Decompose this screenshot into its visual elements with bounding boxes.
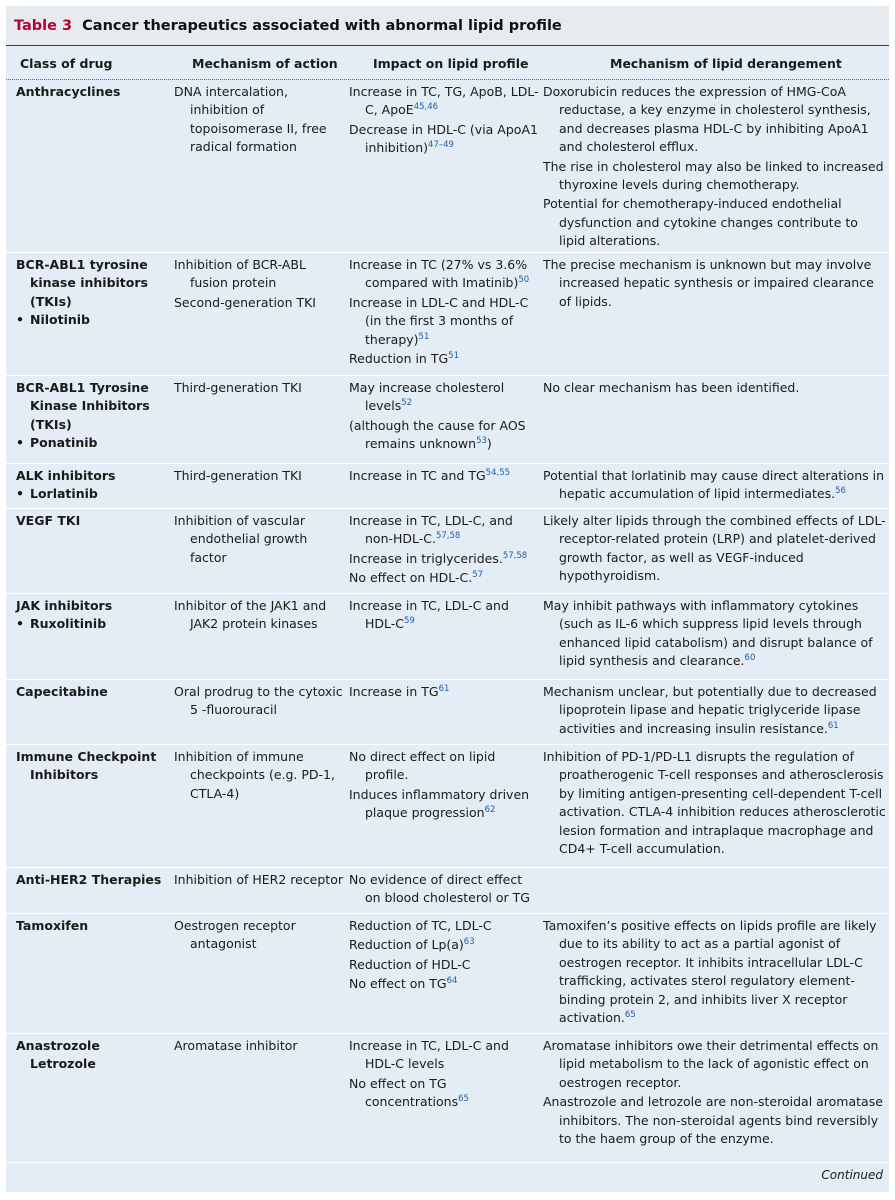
- reference-citation[interactable]: 64: [446, 976, 458, 987]
- derangement-line-text: Likely alter lipids through the combined effects of LDL-receptor-related protein (LRP) and platelet-derived growth factor, as well as VEGF-induced hypothyroidism.: [543, 513, 886, 584]
- table-title: Cancer therapeutics associated with abnormal lipid profile: [82, 18, 562, 34]
- reference-citation[interactable]: 65: [624, 1010, 636, 1021]
- impact-line-text: Reduction of TC, LDL-C: [349, 918, 492, 933]
- header-mechanism-of-lipid-derangement: Mechanism of lipid derangement: [610, 56, 842, 71]
- cell-mechanism-of-lipid-derangement: [543, 917, 886, 1027]
- impact-line-text: Induces inflammatory driven plaque progression: [349, 786, 530, 821]
- drug-agent: [16, 434, 166, 452]
- impact-line-text: No direct effect on lipid profile.: [349, 749, 496, 783]
- table-number: Table 3: [14, 18, 73, 34]
- derangement-line: [543, 83, 886, 157]
- cell-impact-on-lipid-profile: [349, 748, 541, 823]
- reference-citation[interactable]: 57,58: [435, 531, 461, 542]
- cell-mechanism-of-lipid-derangement: [543, 512, 886, 586]
- table-row: [6, 868, 889, 914]
- drug-class-name: Anastrozole Letrozole: [16, 1038, 100, 1072]
- impact-line-text: Increase in TG: [349, 684, 439, 699]
- bullet-icon: •: [16, 312, 24, 328]
- cell-mechanism-of-action: [174, 748, 346, 803]
- cell-impact-on-lipid-profile: [349, 1037, 541, 1112]
- derangement-line: [543, 467, 886, 504]
- reference-citation[interactable]: 63: [463, 937, 475, 948]
- impact-line-text: Increase in TC, LDL-C, and non-HDL-C.: [349, 513, 513, 547]
- impact-line: [349, 1037, 541, 1074]
- impact-line-text: Increase in TC (27% vs 3.6% compared with Imatinib): [349, 257, 528, 291]
- cell-impact-on-lipid-profile: [349, 379, 541, 454]
- drug-class-name: VEGF TKI: [16, 513, 81, 528]
- cell-mechanism-of-action: [174, 379, 346, 397]
- impact-line: [349, 512, 541, 549]
- bullet-icon: •: [16, 616, 24, 632]
- table-row: [6, 1034, 889, 1163]
- reference-citation[interactable]: 54,55: [485, 468, 511, 478]
- header-mechanism-of-action: Mechanism of action: [192, 56, 338, 71]
- mechanism-line: Oestrogen receptor antagonist: [174, 918, 296, 952]
- impact-line-text: Reduction of HDL-C: [349, 956, 471, 972]
- cell-mechanism-of-lipid-derangement: [543, 83, 886, 251]
- derangement-line-text: No clear mechanism has been identified.: [543, 380, 800, 395]
- cell-impact-on-lipid-profile: [349, 512, 541, 588]
- derangement-line-text: Mechanism unclear, but potentially due to decreased lipoprotein lipase and hepatic triglyceride lipase activities and increasing insulin resistance.: [543, 684, 877, 736]
- drug-class-name: Capecitabine: [16, 684, 108, 699]
- table-caption: [6, 6, 889, 46]
- derangement-line-text: Anastrozole and letrozole are non-steroidal aromatase inhibitors. The non-steroidal agents bind reversibly to the haem group of the enzyme.: [543, 1094, 883, 1147]
- derangement-line: [543, 1093, 886, 1148]
- impact-line-text: Decrease in HDL-C (via ApoA1 inhibition): [349, 121, 538, 156]
- impact-line: [349, 748, 541, 785]
- reference-citation[interactable]: 51: [448, 351, 459, 362]
- impact-line: [349, 550, 541, 568]
- drug-class-name: BCR-ABL1 tyrosine kinase inhibitors (TKIs): [16, 257, 148, 309]
- impact-line: [349, 956, 541, 974]
- impact-line: [349, 917, 541, 935]
- derangement-line: [543, 683, 886, 738]
- reference-citation[interactable]: 61: [438, 684, 450, 694]
- drug-class-name: BCR-ABL1 Tyrosine Kinase Inhibitors (TKIs): [16, 380, 150, 432]
- impact-line-text: Increase in LDL-C and HDL-C (in the first 3 months of therapy): [349, 294, 529, 347]
- derangement-line-text: Potential for chemotherapy-induced endothelial dysfunction and cytokine changes contribute to lipid alterations.: [543, 196, 858, 249]
- cell-impact-on-lipid-profile: [349, 871, 541, 908]
- cell-mechanism-of-lipid-derangement: [543, 256, 886, 311]
- cell-mechanism-of-action: [174, 83, 346, 157]
- reference-citation[interactable]: 60: [744, 653, 756, 664]
- drug-class-name: Immune Checkpoint Inhibitors: [16, 749, 157, 783]
- derangement-line: [543, 158, 886, 195]
- derangement-line: [543, 917, 886, 1027]
- cell-drug-class: [16, 379, 166, 453]
- cell-drug-class: [16, 917, 166, 935]
- mechanism-line: Inhibition of immune checkpoints (e.g. PD-1, CTLA-4): [174, 749, 335, 801]
- cell-mechanism-of-lipid-derangement: [543, 1037, 886, 1148]
- table-row: [6, 745, 889, 868]
- impact-line-suffix: ): [486, 436, 492, 452]
- cell-mechanism-of-action: [174, 256, 346, 312]
- impact-line-text: Reduction in TG: [349, 351, 449, 367]
- derangement-line-text: Inhibition of PD-1/PD-L1 disrupts the regulation of proatherogenic T-cell responses and atherosclerosis by limiting antigen-presenting cell-dependent T-cell activation. CTLA-4 inhibition reduces atherosclerotic lesion formation and intraplaque macrophage and CD4+ T-cell accumulation.: [543, 749, 886, 857]
- reference-citation[interactable]: 52: [401, 398, 413, 409]
- impact-line: [349, 350, 541, 368]
- table-row: [6, 594, 889, 680]
- impact-line: [349, 683, 541, 701]
- reference-citation[interactable]: 61: [827, 720, 839, 731]
- impact-line: [349, 467, 541, 485]
- derangement-line: [543, 597, 886, 671]
- drug-agent: [16, 485, 166, 503]
- derangement-line: [543, 512, 886, 586]
- drug-agent-name: Lorlatinib: [30, 486, 98, 502]
- derangement-line-text: The rise in cholesterol may also be linked to increased thyroxine levels during chemotherapy.: [543, 158, 884, 193]
- cell-mechanism-of-action: [174, 1037, 346, 1055]
- derangement-line: [543, 195, 886, 250]
- cell-mechanism-of-action: [174, 467, 346, 485]
- cell-impact-on-lipid-profile: [349, 256, 541, 368]
- reference-citation[interactable]: 45,46: [413, 102, 439, 113]
- derangement-line-text: Aromatase inhibitors owe their detrimental effects on lipid metabolism to the lack of agonistic effect on oestrogen receptor.: [543, 1038, 879, 1090]
- derangement-line: [543, 1037, 886, 1092]
- cell-mechanism-of-lipid-derangement: [543, 467, 886, 504]
- impact-line: [349, 121, 541, 158]
- derangement-line-text: May inhibit pathways with inflammatory cytokines (such as IL-6 which suppress lipid levels through enhanced lipid catabolism) and disrupt balance of lipid synthesis and clearance.: [543, 598, 873, 669]
- impact-line: [349, 975, 541, 993]
- reference-citation[interactable]: 57,58: [502, 550, 528, 561]
- impact-line-text: (although the cause for AOS remains unknown: [349, 417, 526, 452]
- reference-citation[interactable]: 57: [472, 570, 484, 581]
- cell-mechanism-of-action: [174, 871, 346, 889]
- mechanism-line: Inhibition of HER2 receptor: [174, 872, 344, 887]
- cell-impact-on-lipid-profile: [349, 917, 541, 994]
- reference-citation[interactable]: 65: [458, 1094, 469, 1105]
- table-header: [6, 47, 889, 80]
- drug-class-name: ALK inhibitors: [16, 468, 116, 483]
- mechanism-line: DNA intercalation, inhibition of topoisomerase II, free radical formation: [174, 84, 327, 155]
- mechanism-line: Inhibition of vascular endothelial growth factor: [174, 513, 308, 565]
- impact-line-text: No effect on TG concentrations: [349, 1075, 459, 1110]
- mechanism-line: Oral prodrug to the cytoxic 5 -fluorouracil: [174, 684, 343, 718]
- cell-drug-class: [16, 512, 166, 530]
- table-row: [6, 464, 889, 509]
- impact-line: [349, 871, 541, 908]
- bullet-icon: •: [16, 486, 24, 502]
- reference-citation[interactable]: 51: [418, 331, 430, 342]
- impact-line-text: Increase in triglycerides.: [349, 550, 503, 566]
- impact-line: [349, 1075, 541, 1112]
- reference-citation[interactable]: 59: [404, 616, 415, 627]
- drug-class-name: Anthracyclines: [16, 84, 121, 99]
- impact-line-text: Increase in TC, LDL-C and HDL-C: [349, 598, 509, 632]
- bullet-icon: •: [16, 435, 24, 451]
- reference-citation[interactable]: 47–49: [428, 140, 454, 151]
- impact-line: [349, 83, 541, 120]
- drug-agent: [16, 311, 166, 329]
- impact-line-text: Increase in TC, TG, ApoB, LDL-C, ApoE: [349, 84, 539, 118]
- drug-agent: [16, 615, 166, 633]
- table-footer: [6, 1163, 889, 1192]
- impact-line-text: Increase in TC, LDL-C and HDL-C levels: [349, 1038, 509, 1072]
- impact-line-text: Reduction of Lp(a): [349, 937, 464, 953]
- drug-agent-name: Nilotinib: [30, 312, 91, 328]
- cell-drug-class: [16, 467, 166, 504]
- derangement-line: [543, 748, 886, 858]
- impact-line: [349, 786, 541, 823]
- mechanism-line: Third-generation TKI: [174, 380, 302, 395]
- table-row: [6, 376, 889, 464]
- derangement-line-text: Doxorubicin reduces the expression of HMG-CoA reductase, a key enzyme in cholesterol synthesis, and decreases plasma HDL-C by inhibiting ApoA1 and cholesterol efflux.: [543, 84, 871, 155]
- drug-agent-name: Ponatinib: [30, 435, 98, 451]
- derangement-line: [543, 379, 886, 397]
- impact-line: [349, 294, 541, 349]
- table-row: [6, 253, 889, 376]
- impact-line: [349, 256, 541, 293]
- reference-citation[interactable]: 62: [484, 805, 496, 816]
- cell-impact-on-lipid-profile: [349, 467, 541, 485]
- cell-mechanism-of-lipid-derangement: [543, 597, 886, 671]
- derangement-line-text: Potential that lorlatinib may cause direct alterations in hepatic accumulation of lipid intermediates.: [543, 468, 885, 502]
- mechanism-line: Third-generation TKI: [174, 468, 302, 483]
- cell-drug-class: [16, 748, 166, 785]
- header-class-of-drug: Class of drug: [20, 56, 113, 71]
- drug-agent-name: Ruxolitinib: [30, 616, 107, 632]
- table-row: [6, 80, 889, 253]
- impact-line-text: May increase cholesterol levels: [349, 380, 505, 414]
- cell-mechanism-of-action: [174, 917, 346, 954]
- cell-drug-class: [16, 1037, 166, 1074]
- reference-citation[interactable]: 56: [835, 486, 846, 497]
- cell-drug-class: [16, 83, 166, 101]
- cell-impact-on-lipid-profile: [349, 597, 541, 634]
- cell-impact-on-lipid-profile: [349, 83, 541, 158]
- mechanism-line: Second-generation TKI: [174, 294, 316, 310]
- impact-line: [349, 569, 541, 587]
- table-row: [6, 914, 889, 1034]
- drug-class-name: Anti-HER2 Therapies: [16, 872, 162, 887]
- table-row: [6, 509, 889, 594]
- drug-class-name: JAK inhibitors: [16, 598, 113, 613]
- cell-drug-class: [16, 871, 166, 889]
- mechanism-line: Inhibitor of the JAK1 and JAK2 protein kinases: [174, 598, 327, 632]
- cell-drug-class: [16, 597, 166, 634]
- mechanism-line: Aromatase inhibitor: [174, 1038, 298, 1053]
- impact-line-text: No effect on HDL-C.: [349, 570, 473, 586]
- header-impact-on-lipid-profile: Impact on lipid profile: [373, 56, 529, 71]
- cell-drug-class: [16, 256, 166, 330]
- derangement-line-text: The precise mechanism is unknown but may involve increased hepatic synthesis or impaired clearance of lipids.: [543, 257, 874, 309]
- cell-mechanism-of-action: [174, 683, 346, 720]
- cell-mechanism-of-lipid-derangement: [543, 748, 886, 858]
- impact-line: [349, 417, 541, 454]
- cell-drug-class: [16, 683, 166, 701]
- impact-line-text: No evidence of direct effect on blood cholesterol or TG: [349, 872, 530, 906]
- cell-impact-on-lipid-profile: [349, 683, 541, 701]
- reference-citation[interactable]: 53: [476, 436, 487, 447]
- impact-line-text: Increase in TC and TG: [349, 468, 486, 483]
- cell-mechanism-of-action: [174, 512, 346, 567]
- reference-citation[interactable]: 50: [518, 275, 530, 286]
- continued-label: Continued: [821, 1168, 883, 1182]
- cell-mechanism-of-action: [174, 597, 346, 634]
- impact-line: [349, 936, 541, 954]
- mechanism-line: Inhibition of BCR-ABL fusion protein: [174, 257, 306, 291]
- impact-line: [349, 379, 541, 416]
- cell-mechanism-of-lipid-derangement: [543, 379, 886, 397]
- cell-mechanism-of-lipid-derangement: [543, 683, 886, 738]
- impact-line: [349, 597, 541, 634]
- drug-class-name: Tamoxifen: [16, 918, 89, 933]
- derangement-line: [543, 256, 886, 311]
- derangement-line-text: Tamoxifen’s positive effects on lipids profile are likely due to its ability to act as a partial agonist of oestrogen receptor. It inhibits intracellular LDL-C trafficking, activates sterol regulatory element-binding protein 2, and inhibits liver X receptor activation.: [543, 918, 877, 1026]
- table-row: [6, 680, 889, 745]
- impact-line-text: No effect on TG: [349, 976, 447, 992]
